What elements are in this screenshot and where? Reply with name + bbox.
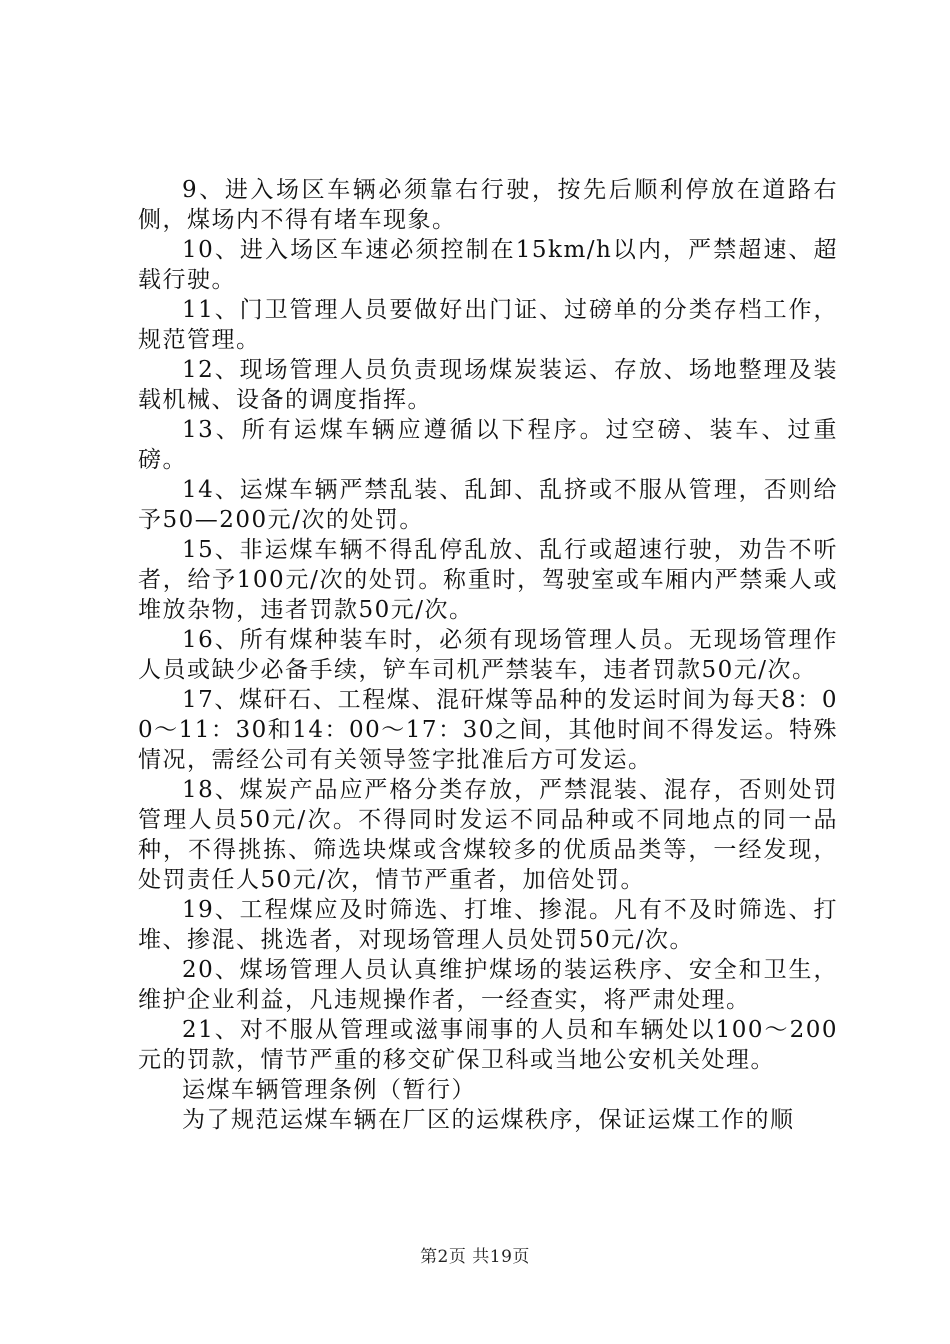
rule-paragraph-15: 15、非运煤车辆不得乱停乱放、乱行或超速行驶，劝告不听者，给予100元/次的处罚。称重时，驾驶室或车厢内严禁乘人或堆放杂物，违者罚款50元/次。: [138, 537, 838, 623]
rule-paragraph-13: 13、所有运煤车辆应遵循以下程序。过空磅、装车、过重磅。: [138, 417, 838, 473]
rule-paragraph-16: 16、所有煤种装车时，必须有现场管理人员。无现场管理作人员或缺少必备手续，铲车司机严禁装车，违者罚款50元/次。: [138, 627, 838, 683]
rule-paragraph-18: 18、煤炭产品应严格分类存放，严禁混装、混存，否则处罚管理人员50元/次。不得同时发运不同品种或不同地点的同一品种，不得挑拣、筛选块煤或含煤较多的优质品类等，一经发现，处罚责任人50元/次，情节严重者，加倍处罚。: [138, 777, 838, 893]
rule-paragraph-17: 17、煤矸石、工程煤、混矸煤等品种的发运时间为每天8：00～11：30和14：00～17：30之间，其他时间不得发运。特殊情况，需经公司有关领导签字批准后方可发运。: [138, 687, 838, 773]
rule-paragraph-19: 19、工程煤应及时筛选、打堆、掺混。凡有不及时筛选、打堆、掺混、挑选者，对现场管理人员处罚50元/次。: [138, 897, 838, 953]
rule-paragraph-12: 12、现场管理人员负责现场煤炭装运、存放、场地整理及装载机械、设备的调度指挥。: [138, 357, 838, 413]
rule-paragraph-9: 9、进入场区车辆必须靠右行驶，按先后顺利停放在道路右侧，煤场内不得有堵车现象。: [138, 177, 838, 233]
document-body: [138, 175, 838, 1135]
rule-paragraph-21: 21、对不服从管理或滋事闹事的人员和车辆处以100～200元的罚款，情节严重的移交矿保卫科或当地公安机关处理。: [138, 1017, 838, 1073]
intro-paragraph: 为了规范运煤车辆在厂区的运煤秩序，保证运煤工作的顺: [182, 1107, 795, 1133]
page-number-footer: 第2页 共19页: [420, 1247, 530, 1267]
rule-paragraph-10: 10、进入场区车速必须控制在15km/h以内，严禁超速、超载行驶。: [138, 237, 838, 293]
rule-paragraph-11: 11、门卫管理人员要做好出门证、过磅单的分类存档工作，规范管理。: [138, 297, 838, 353]
rule-paragraph-20: 20、煤场管理人员认真维护煤场的装运秩序、安全和卫生，维护企业利益，凡违规操作者，一经查实，将严肃处理。: [138, 957, 838, 1013]
rule-paragraph-14: 14、运煤车辆严禁乱装、乱卸、乱挤或不服从管理，否则给予50—200元/次的处罚。: [138, 477, 838, 533]
section-title: 运煤车辆管理条例（暂行）: [182, 1077, 476, 1103]
